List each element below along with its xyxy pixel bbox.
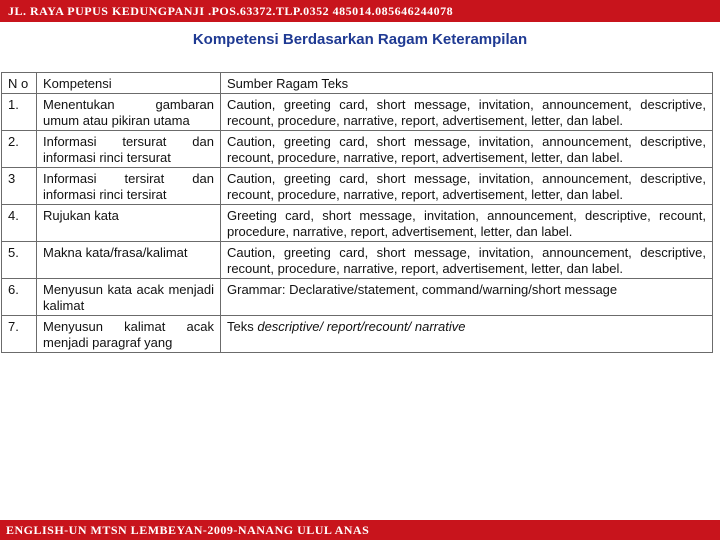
header-cell-sumber: Sumber Ragam Teks <box>221 73 713 94</box>
row-number: 4. <box>2 205 37 242</box>
row-number: 2. <box>2 131 37 168</box>
table-row <box>2 242 713 279</box>
row-sumber-prefix: Teks <box>227 319 258 334</box>
table-row <box>2 205 713 242</box>
table-header-row <box>2 73 713 94</box>
row-sumber: Caution, greeting card, short message, invitation, announcement, descriptive, recount, procedure, narrative, report, advertisement, letter, dan label. <box>221 242 713 279</box>
row-number: 3 <box>2 168 37 205</box>
row-kompetensi: Menyusun kata acak menjadi kalimat <box>37 279 221 316</box>
row-number: 1. <box>2 94 37 131</box>
row-kompetensi: Makna kata/frasa/kalimat <box>37 242 221 279</box>
header-cell-kompetensi: Kompetensi <box>37 73 221 94</box>
row-sumber: Caution, greeting card, short message, invitation, announcement, descriptive, recount, procedure, narrative, report, advertisement, letter, dan label. <box>221 168 713 205</box>
row-sumber: Caution, greeting card, short message, invitation, announcement, descriptive, recount, procedure, narrative, report, advertisement, letter, dan label. <box>221 94 713 131</box>
table-row <box>2 168 713 205</box>
row-sumber: Greeting card, short message, invitation, announcement, descriptive, recount, procedure, narrative, report, advertisement, letter, dan label. <box>221 205 713 242</box>
row-sumber: Grammar: Declarative/statement, command/warning/short message <box>221 279 713 316</box>
header-address-bar <box>0 0 720 22</box>
row-number: 7. <box>2 316 37 353</box>
row-kompetensi: Informasi tersurat dan informasi rinci tersurat <box>37 131 221 168</box>
header-cell-no: N o <box>2 73 37 94</box>
table-row <box>2 131 713 168</box>
row-kompetensi: Informasi tersirat dan informasi rinci tersirat <box>37 168 221 205</box>
row-number: 5. <box>2 242 37 279</box>
row-kompetensi: Menyusun kalimat acak menjadi paragraf yang <box>37 316 221 353</box>
row-sumber: Caution, greeting card, short message, invitation, announcement, descriptive, recount, procedure, narrative, report, advertisement, letter, dan label. <box>221 131 713 168</box>
header-address-text: JL. RAYA PUPUS KEDUNGPANJI .POS.63372.TLP.0352 485014.085646244078 <box>8 4 454 18</box>
competency-table <box>1 72 713 353</box>
row-kompetensi: Menentukan gambaran umum atau pikiran utama <box>37 94 221 131</box>
footer-bar <box>0 520 720 540</box>
table-row <box>2 94 713 131</box>
table-row <box>2 279 713 316</box>
row-number: 6. <box>2 279 37 316</box>
table-row <box>2 316 713 353</box>
page-title: Kompetensi Berdasarkan Ragam Keterampilan <box>192 31 528 48</box>
row-sumber <box>221 316 713 353</box>
footer-text: ENGLISH-UN MTSN LEMBEYAN-2009-NANANG ULUL ANAS <box>6 523 370 537</box>
row-kompetensi: Rujukan kata <box>37 205 221 242</box>
row-sumber-italic: descriptive/ report/recount/ narrative <box>257 319 466 334</box>
